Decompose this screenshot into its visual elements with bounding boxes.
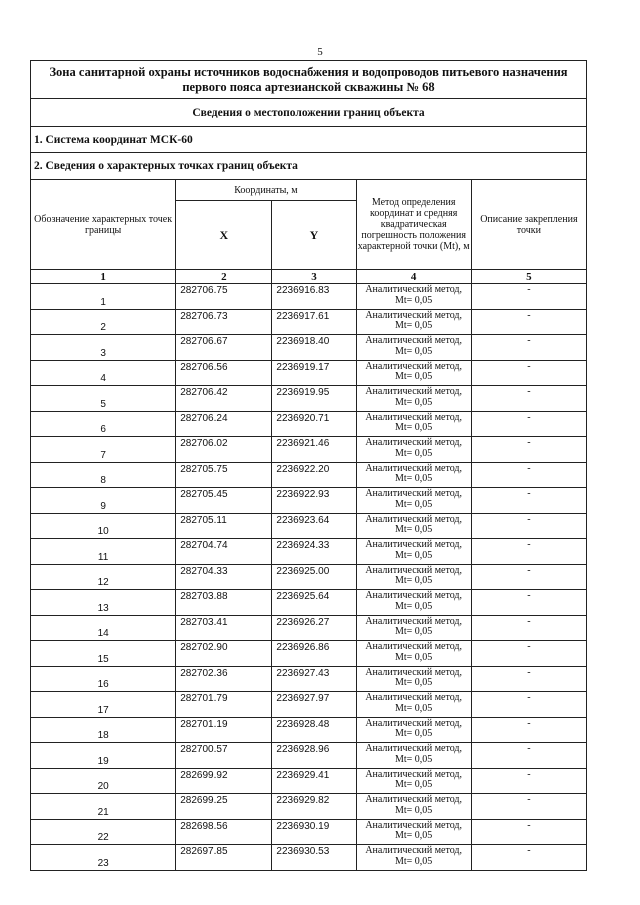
description-cell: - bbox=[471, 488, 586, 514]
table-row bbox=[31, 819, 587, 845]
header-x: X bbox=[176, 201, 272, 270]
x-coordinate: 282706.75 bbox=[176, 284, 272, 310]
method-text: Аналитический метод, bbox=[365, 462, 462, 474]
info-title: Сведения о местоположении границ объекта bbox=[31, 99, 586, 127]
method-cell bbox=[356, 641, 471, 667]
x-coordinate: 282697.85 bbox=[176, 845, 272, 871]
description-cell: - bbox=[471, 743, 586, 769]
description-cell: - bbox=[471, 564, 586, 590]
method-cell bbox=[356, 386, 471, 412]
x-coordinate: 282704.33 bbox=[176, 564, 272, 590]
document-frame bbox=[30, 60, 587, 871]
method-cell bbox=[356, 590, 471, 616]
table-row bbox=[31, 309, 587, 335]
accuracy-text: Mt= 0,05 bbox=[395, 804, 433, 816]
method-text: Аналитический метод, bbox=[365, 845, 462, 856]
x-coordinate: 282699.25 bbox=[176, 794, 272, 820]
y-coordinate: 2236930.19 bbox=[272, 819, 356, 845]
description-cell: - bbox=[471, 641, 586, 667]
x-coordinate: 282704.74 bbox=[176, 539, 272, 565]
method-cell bbox=[356, 513, 471, 539]
accuracy-text: Mt= 0,05 bbox=[395, 524, 433, 535]
points-table bbox=[30, 179, 587, 871]
point-label: 10 bbox=[31, 513, 176, 539]
description-cell: - bbox=[471, 513, 586, 539]
point-label: 3 bbox=[31, 335, 176, 361]
point-label: 2 bbox=[31, 309, 176, 335]
method-cell bbox=[356, 539, 471, 565]
table-row bbox=[31, 564, 587, 590]
method-text: Аналитический метод, bbox=[365, 768, 462, 780]
column-number: 3 bbox=[272, 270, 356, 284]
x-coordinate: 282706.56 bbox=[176, 360, 272, 386]
description-cell: - bbox=[471, 666, 586, 692]
description-cell: - bbox=[471, 360, 586, 386]
point-label: 15 bbox=[31, 641, 176, 667]
x-coordinate: 282703.41 bbox=[176, 615, 272, 641]
y-coordinate: 2236922.20 bbox=[272, 462, 356, 488]
method-cell bbox=[356, 437, 471, 463]
accuracy-text: Mt= 0,05 bbox=[395, 549, 433, 561]
method-text: Аналитический метод, bbox=[365, 692, 462, 703]
method-text: Аналитический метод, bbox=[365, 615, 462, 627]
method-text: Аналитический метод, bbox=[365, 335, 462, 346]
y-coordinate: 2236928.96 bbox=[272, 743, 356, 769]
method-cell bbox=[356, 309, 471, 335]
x-coordinate: 282702.90 bbox=[176, 641, 272, 667]
method-cell bbox=[356, 692, 471, 718]
accuracy-text: Mt= 0,05 bbox=[395, 498, 433, 510]
point-label: 8 bbox=[31, 462, 176, 488]
accuracy-text: Mt= 0,05 bbox=[395, 830, 433, 841]
x-coordinate: 282703.88 bbox=[176, 590, 272, 616]
point-label: 11 bbox=[31, 539, 176, 565]
method-cell bbox=[356, 819, 471, 845]
coord-system-heading: 1. Система координат МСК-60 bbox=[31, 127, 586, 153]
y-coordinate: 2236924.33 bbox=[272, 539, 356, 565]
table-row bbox=[31, 411, 587, 437]
description-cell: - bbox=[471, 845, 586, 871]
table-row bbox=[31, 717, 587, 743]
description-cell: - bbox=[471, 768, 586, 794]
method-cell bbox=[356, 335, 471, 361]
table-row bbox=[31, 513, 587, 539]
accuracy-text: Mt= 0,05 bbox=[395, 294, 433, 306]
description-cell: - bbox=[471, 692, 586, 718]
table-row bbox=[31, 743, 587, 769]
y-coordinate: 2236925.00 bbox=[272, 564, 356, 590]
table-row bbox=[31, 641, 587, 667]
y-coordinate: 2236923.64 bbox=[272, 513, 356, 539]
method-text: Аналитический метод, bbox=[365, 794, 462, 805]
point-label: 22 bbox=[31, 819, 176, 845]
table-row bbox=[31, 692, 587, 718]
method-text: Аналитический метод, bbox=[365, 564, 462, 576]
description-cell: - bbox=[471, 411, 586, 437]
x-coordinate: 282705.75 bbox=[176, 462, 272, 488]
method-text: Аналитический метод, bbox=[365, 539, 462, 550]
method-cell bbox=[356, 743, 471, 769]
zone-title: Зона санитарной охраны источников водоснабжения и водопроводов питьевого назначения первого пояса артезианской скважины № 68 bbox=[31, 61, 586, 99]
y-coordinate: 2236925.64 bbox=[272, 590, 356, 616]
x-coordinate: 282701.19 bbox=[176, 717, 272, 743]
y-coordinate: 2236930.53 bbox=[272, 845, 356, 871]
point-label: 4 bbox=[31, 360, 176, 386]
point-label: 19 bbox=[31, 743, 176, 769]
table-row bbox=[31, 590, 587, 616]
method-text: Аналитический метод, bbox=[365, 743, 462, 754]
method-text: Аналитический метод, bbox=[365, 666, 462, 678]
point-label: 6 bbox=[31, 411, 176, 437]
method-text: Аналитический метод, bbox=[365, 641, 462, 652]
accuracy-text: Mt= 0,05 bbox=[395, 626, 433, 637]
point-label: 12 bbox=[31, 564, 176, 590]
point-label: 16 bbox=[31, 666, 176, 692]
y-coordinate: 2236921.46 bbox=[272, 437, 356, 463]
point-label: 17 bbox=[31, 692, 176, 718]
y-coordinate: 2236926.27 bbox=[272, 615, 356, 641]
table-row bbox=[31, 462, 587, 488]
accuracy-text: Mt= 0,05 bbox=[395, 371, 433, 382]
y-coordinate: 2236918.40 bbox=[272, 335, 356, 361]
method-text: Аналитический метод, bbox=[365, 386, 462, 397]
method-cell bbox=[356, 284, 471, 310]
method-text: Аналитический метод, bbox=[365, 411, 462, 423]
page-number: 5 bbox=[317, 46, 323, 58]
y-coordinate: 2236920.71 bbox=[272, 411, 356, 437]
description-cell: - bbox=[471, 462, 586, 488]
x-coordinate: 282706.67 bbox=[176, 335, 272, 361]
method-text: Аналитический метод, bbox=[365, 437, 462, 448]
y-coordinate: 2236927.97 bbox=[272, 692, 356, 718]
method-text: Аналитический метод, bbox=[365, 488, 462, 499]
description-cell: - bbox=[471, 794, 586, 820]
method-cell bbox=[356, 717, 471, 743]
table-row bbox=[31, 488, 587, 514]
table-row bbox=[31, 437, 587, 463]
point-label: 21 bbox=[31, 794, 176, 820]
method-cell bbox=[356, 768, 471, 794]
point-label: 7 bbox=[31, 437, 176, 463]
method-cell bbox=[356, 564, 471, 590]
x-coordinate: 282705.11 bbox=[176, 513, 272, 539]
y-coordinate: 2236916.83 bbox=[272, 284, 356, 310]
method-cell bbox=[356, 845, 471, 871]
accuracy-text: Mt= 0,05 bbox=[395, 753, 433, 765]
method-text: Аналитический метод, bbox=[365, 309, 462, 321]
y-coordinate: 2236926.86 bbox=[272, 641, 356, 667]
accuracy-text: Mt= 0,05 bbox=[395, 651, 433, 663]
x-coordinate: 282698.56 bbox=[176, 819, 272, 845]
x-coordinate: 282702.36 bbox=[176, 666, 272, 692]
description-cell: - bbox=[471, 539, 586, 565]
accuracy-text: Mt= 0,05 bbox=[395, 396, 433, 408]
description-cell: - bbox=[471, 590, 586, 616]
y-coordinate: 2236922.93 bbox=[272, 488, 356, 514]
method-text: Аналитический метод, bbox=[365, 717, 462, 729]
y-coordinate: 2236929.41 bbox=[272, 768, 356, 794]
accuracy-text: Mt= 0,05 bbox=[395, 320, 433, 331]
method-text: Аналитический метод, bbox=[365, 590, 462, 601]
accuracy-text: Mt= 0,05 bbox=[395, 600, 433, 612]
x-coordinate: 282700.57 bbox=[176, 743, 272, 769]
description-cell: - bbox=[471, 335, 586, 361]
column-number: 1 bbox=[31, 270, 176, 284]
header-point-label: Обозначение характерных точек границы bbox=[31, 180, 176, 270]
x-coordinate: 282706.73 bbox=[176, 309, 272, 335]
table-row bbox=[31, 615, 587, 641]
accuracy-text: Mt= 0,05 bbox=[395, 728, 433, 739]
table-row bbox=[31, 768, 587, 794]
method-cell bbox=[356, 360, 471, 386]
table-row bbox=[31, 666, 587, 692]
y-coordinate: 2236927.43 bbox=[272, 666, 356, 692]
table-row bbox=[31, 845, 587, 871]
header-description: Описание закрепления точки bbox=[471, 180, 586, 270]
accuracy-text: Mt= 0,05 bbox=[395, 447, 433, 459]
y-coordinate: 2236917.61 bbox=[272, 309, 356, 335]
table-row bbox=[31, 794, 587, 820]
method-text: Аналитический метод, bbox=[365, 284, 462, 295]
point-label: 20 bbox=[31, 768, 176, 794]
column-number-row bbox=[31, 270, 587, 284]
description-cell: - bbox=[471, 717, 586, 743]
description-cell: - bbox=[471, 284, 586, 310]
accuracy-text: Mt= 0,05 bbox=[395, 422, 433, 433]
table-row bbox=[31, 539, 587, 565]
table-row bbox=[31, 360, 587, 386]
accuracy-text: Mt= 0,05 bbox=[395, 473, 433, 484]
y-coordinate: 2236919.95 bbox=[272, 386, 356, 412]
point-label: 5 bbox=[31, 386, 176, 412]
method-text: Аналитический метод, bbox=[365, 360, 462, 372]
points-section-heading: 2. Сведения о характерных точках границ объекта bbox=[34, 160, 298, 172]
method-cell bbox=[356, 462, 471, 488]
accuracy-text: Mt= 0,05 bbox=[395, 702, 433, 714]
x-coordinate: 282706.42 bbox=[176, 386, 272, 412]
method-text: Аналитический метод, bbox=[365, 819, 462, 831]
point-label: 9 bbox=[31, 488, 176, 514]
column-number: 2 bbox=[176, 270, 272, 284]
method-cell bbox=[356, 794, 471, 820]
method-cell bbox=[356, 615, 471, 641]
accuracy-text: Mt= 0,05 bbox=[395, 855, 433, 867]
x-coordinate: 282705.45 bbox=[176, 488, 272, 514]
accuracy-text: Mt= 0,05 bbox=[395, 677, 433, 688]
method-cell bbox=[356, 488, 471, 514]
y-coordinate: 2236919.17 bbox=[272, 360, 356, 386]
point-label: 14 bbox=[31, 615, 176, 641]
header-y: Y bbox=[272, 201, 356, 270]
y-coordinate: 2236928.48 bbox=[272, 717, 356, 743]
method-cell bbox=[356, 666, 471, 692]
point-label: 23 bbox=[31, 845, 176, 871]
point-label: 13 bbox=[31, 590, 176, 616]
y-coordinate: 2236929.82 bbox=[272, 794, 356, 820]
x-coordinate: 282699.92 bbox=[176, 768, 272, 794]
table-row bbox=[31, 335, 587, 361]
description-cell: - bbox=[471, 437, 586, 463]
point-label: 18 bbox=[31, 717, 176, 743]
description-cell: - bbox=[471, 386, 586, 412]
header-coordinates: Координаты, м bbox=[176, 180, 356, 201]
x-coordinate: 282706.24 bbox=[176, 411, 272, 437]
description-cell: - bbox=[471, 819, 586, 845]
description-cell: - bbox=[471, 309, 586, 335]
accuracy-text: Mt= 0,05 bbox=[395, 575, 433, 586]
method-text: Аналитический метод, bbox=[365, 513, 462, 525]
accuracy-text: Mt= 0,05 bbox=[395, 779, 433, 790]
column-number: 4 bbox=[356, 270, 471, 284]
x-coordinate: 282706.02 bbox=[176, 437, 272, 463]
method-cell bbox=[356, 411, 471, 437]
point-label: 1 bbox=[31, 284, 176, 310]
accuracy-text: Mt= 0,05 bbox=[395, 345, 433, 357]
table-row bbox=[31, 284, 587, 310]
header-method: Метод определения координат и средняя квадратическая погрешность положения характерной точки (Mt), м bbox=[356, 180, 471, 270]
table-row bbox=[31, 386, 587, 412]
x-coordinate: 282701.79 bbox=[176, 692, 272, 718]
column-number: 5 bbox=[471, 270, 586, 284]
description-cell: - bbox=[471, 615, 586, 641]
